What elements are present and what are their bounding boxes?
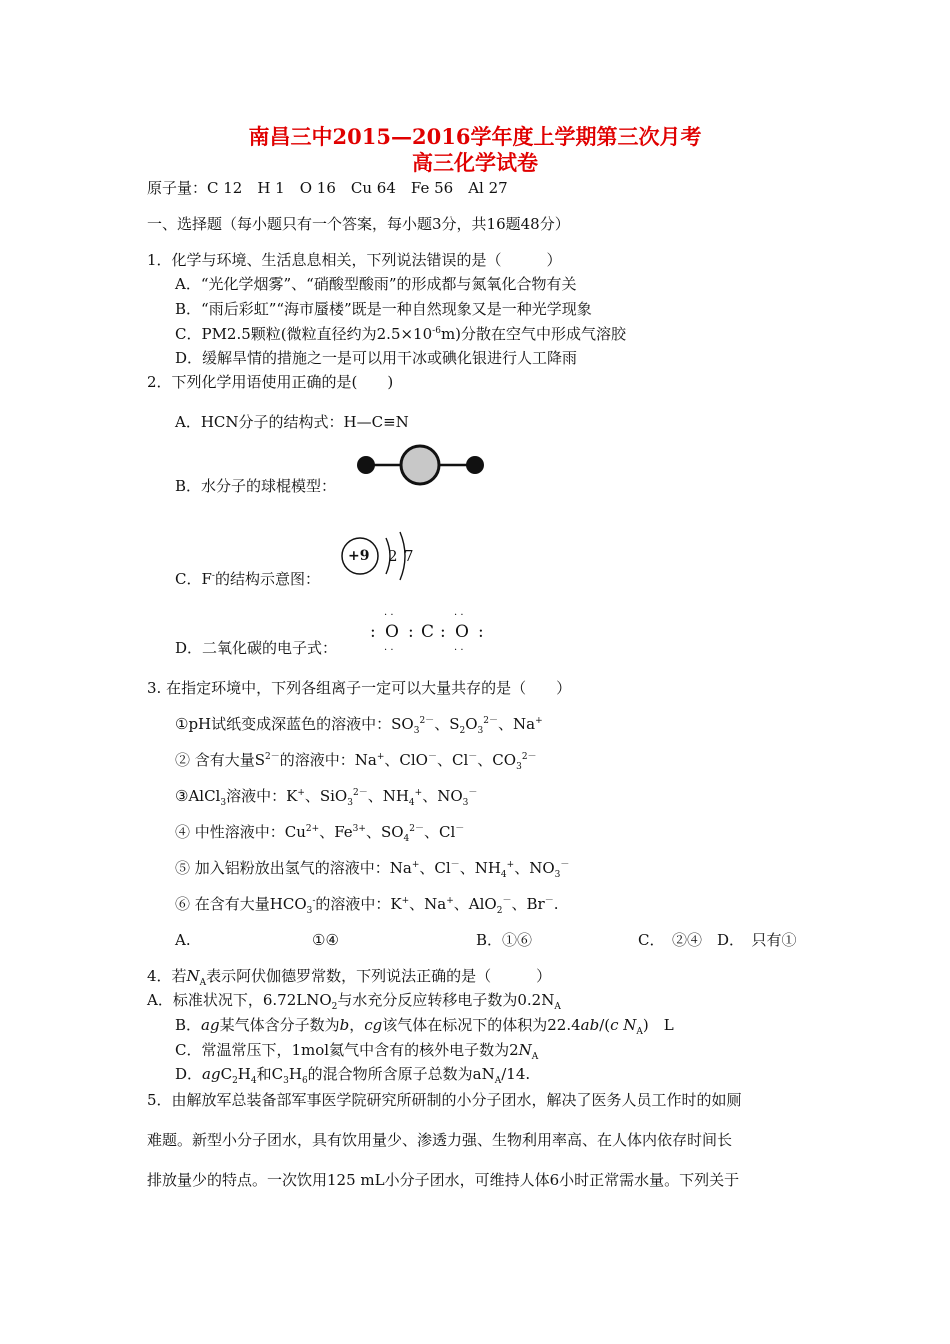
- water-ball-stick-model: [350, 440, 490, 492]
- q1-stem: 1．化学与环境、生活息息相关，下列说法错误的是（ ）: [147, 251, 562, 269]
- page-title-line1: 南昌三中2015—2016学年度上学期第三次月考: [248, 124, 702, 149]
- page-title-line2: 高三化学试卷: [412, 150, 538, 175]
- fluoride-shell2-count: 7: [404, 547, 414, 565]
- q4-option-d: D．$agC_2H_4$和$C_3H_6$的混合物所含原子总数为$aN_A/14$.: [175, 1065, 531, 1086]
- fluoride-shell1-count: 2: [388, 547, 398, 565]
- co2-o2-top-dots: · ·: [454, 610, 464, 621]
- q5-line-1: 5．由解放军总装备部军事医学院研究所研制的小分子团水，解决了医务人员工作时的如厕: [147, 1091, 742, 1109]
- q4-option-b: B．ag某气体含分子数为b，cg该气体在标况下的体积为22.4ab/(c $N_A$) L: [175, 1016, 674, 1037]
- co2-colon-1: :: [370, 622, 376, 642]
- q2-stem: 2．下列化学用语使用正确的是( ): [147, 373, 394, 391]
- q1-option-b: B．“雨后彩虹”“海市蜃楼”既是一种自然现象又是一种光学现象: [175, 300, 592, 318]
- q3-item-4: ④ 中性溶液中：$Cu^{2+}$、$Fe^{3+}$、$SO_4^{2-}$、Cl－: [175, 823, 465, 844]
- q3-item-3: ③AlCl$_3$溶液中：K+、SiO$_3^{2-}$、$NH_4^+$、$NO_3^-$: [175, 787, 478, 808]
- co2-colon-3: :: [440, 622, 446, 642]
- co2-oxygen-2: O: [455, 622, 469, 642]
- co2-oxygen-1: O: [385, 622, 399, 642]
- q2-option-c: C．F-的结构示意图：: [175, 570, 320, 588]
- co2-o1-bottom-dots: · ·: [384, 645, 394, 656]
- atomic-mass-line: 原子量：C 12 H 1 O 16 Cu 64 Fe 56 Al 27: [147, 179, 508, 197]
- q2-option-d: D．二氧化碳的电子式：: [175, 639, 338, 657]
- q5-line-3: 排放量少的特点。一次饮用125 mL小分子团水，可维持人体6小时正常需水量。下列关于: [147, 1171, 740, 1189]
- co2-o1-top-dots: · ·: [384, 610, 394, 621]
- section-heading: 一、选择题（每小题只有一个答案，每小题3分，共16题48分）: [147, 215, 570, 233]
- q2-option-a: A．HCN分子的结构式：H—C≡N: [175, 413, 409, 431]
- q1-option-d: D．缓解旱情的措施之一是可以用干冰或碘化银进行人工降雨: [175, 349, 578, 367]
- q5-line-2: 难题。新型小分子团水，具有饮用量少、渗透力强、生物利用率高、在人体内依存时间长: [147, 1131, 733, 1149]
- q3-item-6: ⑥ 在含有大量$HCO_3^-$的溶液中：K+、Na+、AlO$_2$－、Br－.: [175, 895, 559, 916]
- q1-option-c: C．PM2.5颗粒(微粒直径约为$2.5\times 10^{-6}m$)分散在空气中形成气溶胶: [175, 325, 627, 343]
- q3-item-2: ② 含有大量$S^{2-}$的溶液中：Na+、ClO－、Cl－、$CO_3^{2-}$: [175, 751, 537, 772]
- co2-colon-4: :: [478, 622, 484, 642]
- q3-stem: 3. 在指定环境中，下列各组离子一定可以大量共存的是（ ）: [147, 679, 572, 697]
- q2-option-b: B．水分子的球棍模型：: [175, 477, 337, 495]
- co2-o2-bottom-dots: · ·: [454, 645, 464, 656]
- q4-option-a: A．标准状况下，$6.72LNO_2$与水充分反应转移电子数为$0.2N_A$: [147, 991, 561, 1012]
- q3-option-a: ①④: [312, 931, 339, 949]
- q1-option-a: A．“光化学烟雾”、“硝酸型酸雨”的形成都与氮氧化合物有关: [175, 275, 577, 293]
- q3-item-5: ⑤ 加入铝粉放出氢气的溶液中：Na+、Cl－、$NH_4^+$、$NO_3^-$: [175, 859, 570, 880]
- q3-option-a-letter: A.: [175, 931, 191, 949]
- fluoride-nucleus-label: +9: [348, 548, 370, 564]
- q3-option-b: B．①⑥: [476, 931, 533, 949]
- q3-item-1: ①pH试纸变成深蓝色的溶液中：$SO_3^{2-}$、$S_2O_3^{2-}$、Na+: [175, 715, 543, 736]
- q4-stem: 4．若$N_A$表示阿伏伽德罗常数，下列说法正确的是（ ）: [147, 967, 552, 988]
- q3-option-c-d: C． ②④ D． 只有①: [638, 931, 797, 949]
- q4-option-c: C．常温常压下，1mol氦气中含有的核外电子数为$2N_A$: [175, 1041, 539, 1062]
- co2-carbon: C: [421, 622, 435, 642]
- co2-colon-2: :: [408, 622, 414, 642]
